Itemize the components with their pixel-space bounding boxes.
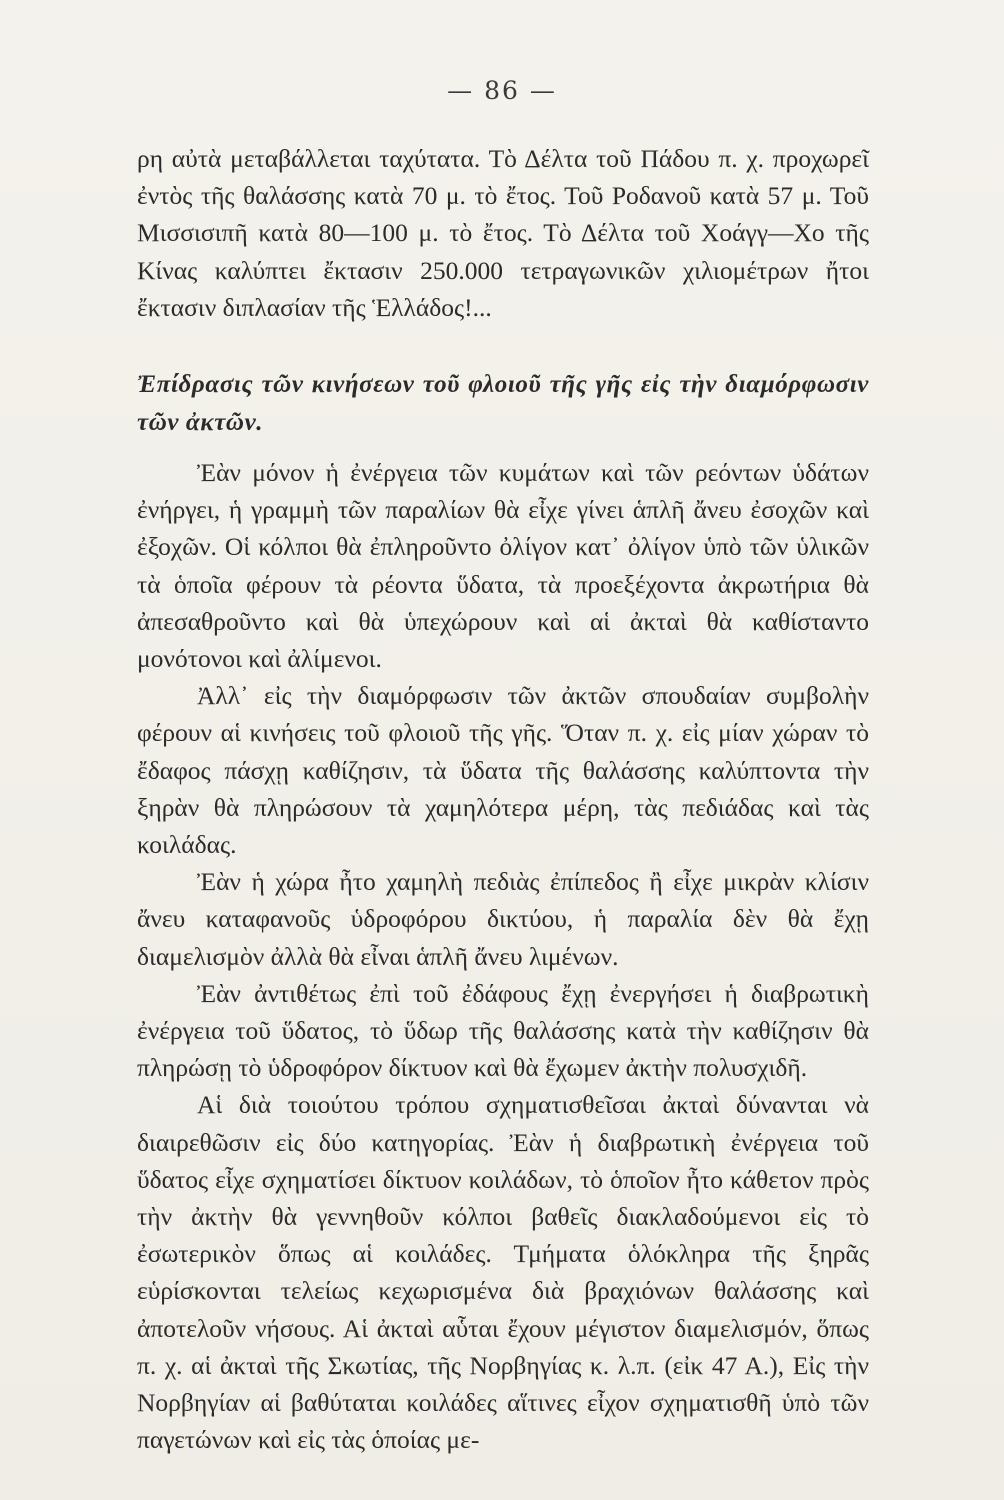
paragraph-coast-categories: Αἱ διὰ τοιούτου τρόπου σχηματισθεῖσαι ἀκταὶ δύνανται νὰ διαιρεθῶσιν εἰς δύο κατηγορίας. Ἐὰν ἡ διαβρωτικὴ ἐνέργεια τοῦ ὕδατος εἶχε σχηματίσει δίκτυον κοιλάδων, τὸ ὁποῖον ἦτο κάθετον πρὸς τὴν ἀκτὴν θὰ γεννηθοῦν κόλποι βαθεῖς διακλαδούμενοι εἰς τὸ ἐσωτερικὸν ὅπως αἱ κοιλάδες. Τμήματα ὁλόκληρα τῆς ξηρᾶς εὑρίσκονται τελείως κεχωρισμένα διὰ βραχιόνων θαλάσσης καὶ ἀποτελοῦν νήσους. Αἱ ἀκταὶ αὗται ἔχουν μέγιστον διαμελισμόν, ὅπως π. χ. αἱ ἀκταὶ τῆς Σκωτίας, τῆς Νορβηγίας κ. λ.π. (εἰκ 47 Α.), Εἰς τὴν Νορβηγίαν αἱ βαθύταται κοιλάδες αἵτινες εἶχον σχηματισθῆ ὑπὸ τῶν παγετώνων καὶ εἰς τὰς ὁποίας με- xyxy=(137,1090,869,1455)
text-column xyxy=(137,140,869,1459)
paragraph-wave-action: Ἐὰν μόνον ἡ ἐνέργεια τῶν κυμάτων καὶ τῶν ρεόντων ὑδάτων ἐνήργει, ἡ γραμμὴ τῶν παραλίων θὰ εἶχε γίνει ἁπλῆ ἄνευ ἐσοχῶν καὶ ἐξοχῶν. Οἱ κόλποι θὰ ἐπληροῦντο ὀλίγον κατ᾽ ὀλίγον ὑπὸ τῶν ὑλικῶν τὰ ὁποῖα φέρουν τὰ ρέοντα ὕδατα, τὰ προεξέχοντα ἀκρωτήρια θὰ ἀπεσαθροῦντο καὶ θὰ ὑπεχώρουν καὶ αἱ ἀκταὶ θὰ καθίσταντο μονότονοι καὶ ἀλίμενοι. xyxy=(137,458,869,674)
page-number: — 86 — xyxy=(447,76,557,105)
paragraph-crust-movements: Ἀλλ᾽ εἰς τὴν διαμόρφωσιν τῶν ἀκτῶν σπουδαίαν συμβολὴν φέρουν αἱ κινήσεις τοῦ φλοιοῦ τῆς γῆς. Ὅταν π. χ. εἰς μίαν χώραν τὸ ἔδαφος πάσχῃ καθίζησιν, τὰ ὕδατα τῆς θαλάσσης καλύπτοντα τὴν ξηρὰν θὰ πληρώσουν τὰ χαμηλότερα μέρη, τὰς πεδιάδας καὶ τὰς κοιλάδας. xyxy=(137,681,869,860)
paragraph-low-plain: Ἐὰν ἡ χώρα ἦτο χαμηλὴ πεδιὰς ἐπίπεδος ἢ εἶχε μικρὰν κλίσιν ἄνευ καταφανοῦς ὑδροφόρου δικτύου, ἡ παραλία δὲν θὰ ἔχῃ διαμελισμὸν ἀλλὰ θὰ εἶναι ἁπλῆ ἄνευ λιμένων. xyxy=(137,867,869,971)
paragraph-erosion: Ἐὰν ἀντιθέτως ἐπὶ τοῦ ἐδάφους ἔχῃ ἐνεργήσει ἡ διαβρωτικὴ ἐνέργεια τοῦ ὕδατος, τὸ ὕδωρ τῆς θαλάσσης κατὰ τὴν καθίζησιν θὰ πληρώσῃ τὸ ὑδροφόρον δίκτυον καὶ θὰ ἔχωμεν ἀκτὴν πολυσχιδῆ. xyxy=(137,978,869,1083)
section-heading: Ἐπίδρασις τῶν κινήσεων τοῦ φλοιοῦ τῆς γῆς εἰς τὴν διαμόρφωσιν τῶν ἀκτῶν. xyxy=(137,371,869,437)
paragraph-continuation: ρη αὐτὰ μεταβάλλεται ταχύτατα. Τὸ Δέλτα τοῦ Πάδου π. χ. προχωρεῖ ἐντὸς τῆς θαλάσσης κατὰ 70 μ. τὸ ἔτος. Τοῦ Ροδανοῦ κατὰ 57 μ. Τοῦ Μισσισιπῆ κατὰ 80—100 μ. τὸ ἔτος. Τὸ Δέλτα τοῦ Χοάγγ—Χο τῆς Κίνας καλύπτει ἔκτασιν 250.000 τετραγωνικῶν χιλιομέτρων ἤτοι ἔκτασιν διπλασίαν τῆς Ἑλλάδος!... xyxy=(137,144,869,322)
